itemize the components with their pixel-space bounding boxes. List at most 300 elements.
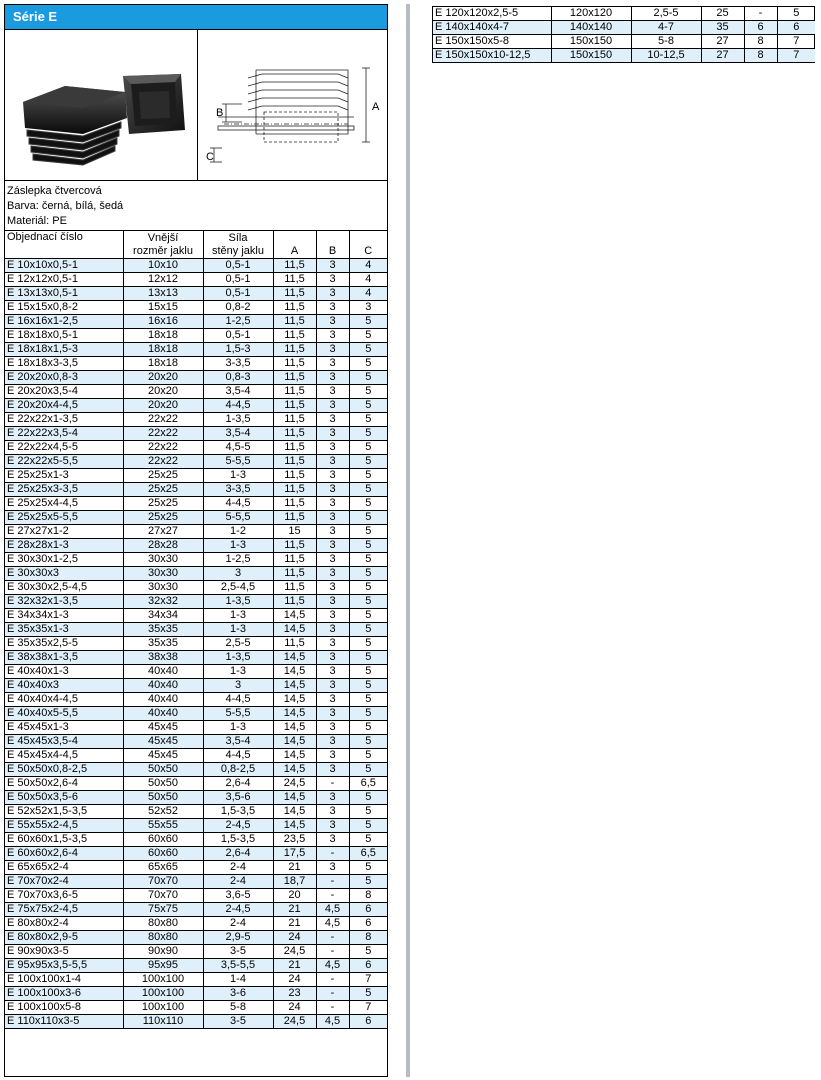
order-number-cell: E 22x22x5-5,5 xyxy=(5,455,123,469)
table-row xyxy=(5,581,387,595)
table-row xyxy=(5,875,387,889)
dimension-cell: 20x20 xyxy=(123,371,203,385)
product-sheet xyxy=(4,4,388,1077)
c-cell: 5 xyxy=(349,805,387,819)
c-cell: 5 xyxy=(349,511,387,525)
thickness-cell: 3-5 xyxy=(203,1015,273,1029)
table-row xyxy=(5,833,387,847)
dimension-cell: 100x100 xyxy=(123,1001,203,1015)
product-photo xyxy=(5,30,198,180)
c-cell: 5 xyxy=(349,469,387,483)
b-cell: 3 xyxy=(316,539,349,553)
c-cell: 5 xyxy=(349,539,387,553)
c-cell: 7 xyxy=(349,1001,387,1015)
thickness-cell: 3,5-4 xyxy=(203,735,273,749)
a-cell: 27 xyxy=(701,35,744,49)
table-row xyxy=(5,609,387,623)
b-cell: 3 xyxy=(316,273,349,287)
b-cell: 3 xyxy=(316,791,349,805)
a-cell: 11,5 xyxy=(273,511,316,525)
a-cell: 11,5 xyxy=(273,287,316,301)
b-cell: 4,5 xyxy=(316,959,349,973)
table-row xyxy=(5,1015,387,1029)
table-row xyxy=(5,889,387,903)
dimension-cell: 15x15 xyxy=(123,301,203,315)
thickness-cell: 3 xyxy=(203,567,273,581)
order-number-cell: E 10x10x0,5-1 xyxy=(5,259,123,273)
c-cell: 5 xyxy=(349,651,387,665)
b-cell: 3 xyxy=(316,413,349,427)
c-cell: 5 xyxy=(349,875,387,889)
order-number-cell: E 15x15x0,8-2 xyxy=(5,301,123,315)
table-row xyxy=(5,917,387,931)
order-number-cell: E 150x150x5-8 xyxy=(433,35,551,49)
order-number-cell: E 25x25x1-3 xyxy=(5,469,123,483)
b-cell: 4,5 xyxy=(316,903,349,917)
table-row xyxy=(5,735,387,749)
dimension-cell: 10x10 xyxy=(123,259,203,273)
dimension-cell: 25x25 xyxy=(123,497,203,511)
c-cell: 5 xyxy=(349,483,387,497)
a-cell: 11,5 xyxy=(273,385,316,399)
a-cell: 27 xyxy=(701,49,744,63)
thickness-cell: 3,5-5,5 xyxy=(203,959,273,973)
c-cell: 6 xyxy=(349,959,387,973)
product-table xyxy=(5,231,387,1029)
b-cell: 3 xyxy=(316,567,349,581)
c-cell: 5 xyxy=(349,637,387,651)
order-number-cell: E 25x25x3-3,5 xyxy=(5,483,123,497)
order-number-cell: E 18x18x3-3,5 xyxy=(5,357,123,371)
order-number-cell: E 45x45x1-3 xyxy=(5,721,123,735)
c-cell: 5 xyxy=(349,693,387,707)
c-cell: 5 xyxy=(349,665,387,679)
a-cell: 11,5 xyxy=(273,413,316,427)
order-number-cell: E 22x22x1-3,5 xyxy=(5,413,123,427)
b-cell: 4,5 xyxy=(316,917,349,931)
thickness-cell: 1-4 xyxy=(203,973,273,987)
order-number-cell: E 80x80x2-4 xyxy=(5,917,123,931)
order-number-cell: E 52x52x1,5-3,5 xyxy=(5,805,123,819)
order-number-cell: E 80x80x2,9-5 xyxy=(5,931,123,945)
thickness-cell: 5-8 xyxy=(631,35,701,49)
table-row xyxy=(5,959,387,973)
a-cell: 11,5 xyxy=(273,273,316,287)
c-cell: 5 xyxy=(349,833,387,847)
c-cell: 7 xyxy=(777,35,815,49)
table-row xyxy=(5,945,387,959)
table-row xyxy=(5,413,387,427)
thickness-cell: 5-5,5 xyxy=(203,707,273,721)
b-cell: 3 xyxy=(316,763,349,777)
dimension-cell: 22x22 xyxy=(123,455,203,469)
header-a: A xyxy=(273,231,316,259)
thickness-cell: 2,6-4 xyxy=(203,777,273,791)
order-number-cell: E 40x40x5-5,5 xyxy=(5,707,123,721)
c-cell: 5 xyxy=(349,735,387,749)
b-cell: 3 xyxy=(316,623,349,637)
a-cell: 14,5 xyxy=(273,763,316,777)
dimension-cell: 18x18 xyxy=(123,329,203,343)
a-cell: 21 xyxy=(273,917,316,931)
dimension-cell: 20x20 xyxy=(123,385,203,399)
c-cell: 6,5 xyxy=(349,777,387,791)
b-cell: 3 xyxy=(316,595,349,609)
dimension-cell: 70x70 xyxy=(123,875,203,889)
dimension-cell: 32x32 xyxy=(123,595,203,609)
order-number-cell: E 100x100x5-8 xyxy=(5,1001,123,1015)
c-cell: 5 xyxy=(349,567,387,581)
b-cell: 3 xyxy=(316,399,349,413)
b-cell: 3 xyxy=(316,385,349,399)
dimension-cell: 60x60 xyxy=(123,847,203,861)
a-cell: 23 xyxy=(273,987,316,1001)
dimension-cell: 100x100 xyxy=(123,973,203,987)
c-cell: 4 xyxy=(349,273,387,287)
dimension-cell: 45x45 xyxy=(123,735,203,749)
b-cell: 3 xyxy=(316,259,349,273)
table-header-row xyxy=(5,231,387,259)
a-cell: 11,5 xyxy=(273,315,316,329)
a-cell: 24 xyxy=(273,1001,316,1015)
a-cell: 21 xyxy=(273,861,316,875)
b-cell: - xyxy=(316,777,349,791)
b-cell: - xyxy=(316,987,349,1001)
order-number-cell: E 40x40x3 xyxy=(5,679,123,693)
table-row xyxy=(5,371,387,385)
order-number-cell: E 95x95x3,5-5,5 xyxy=(5,959,123,973)
c-cell: 5 xyxy=(349,441,387,455)
column-divider xyxy=(406,4,410,1077)
dimension-cell: 80x80 xyxy=(123,931,203,945)
order-number-cell: E 20x20x3,5-4 xyxy=(5,385,123,399)
c-cell: 5 xyxy=(349,385,387,399)
order-number-cell: E 20x20x0,8-3 xyxy=(5,371,123,385)
dimension-cell: 18x18 xyxy=(123,343,203,357)
header-b: B xyxy=(316,231,349,259)
dimension-cell: 40x40 xyxy=(123,665,203,679)
b-cell: 3 xyxy=(316,665,349,679)
dimension-cell: 25x25 xyxy=(123,511,203,525)
table-row xyxy=(5,343,387,357)
b-cell: 3 xyxy=(316,819,349,833)
table-row xyxy=(5,1001,387,1015)
order-number-cell: E 18x18x1,5-3 xyxy=(5,343,123,357)
a-cell: 14,5 xyxy=(273,721,316,735)
a-cell: 14,5 xyxy=(273,749,316,763)
table-row xyxy=(5,903,387,917)
c-cell: 5 xyxy=(349,819,387,833)
header-order-number: Objednací číslo xyxy=(5,231,123,259)
a-cell: 17,5 xyxy=(273,847,316,861)
dimension-cell: 45x45 xyxy=(123,749,203,763)
b-cell: 4,5 xyxy=(316,1015,349,1029)
order-number-cell: E 65x65x2-4 xyxy=(5,861,123,875)
thickness-cell: 0,5-1 xyxy=(203,273,273,287)
table-row xyxy=(433,49,815,63)
description-color: Barva: černá, bílá, šedá xyxy=(7,200,124,212)
table-row xyxy=(5,651,387,665)
thickness-cell: 2-4 xyxy=(203,875,273,889)
b-cell: 3 xyxy=(316,343,349,357)
end-cap-photo-illustration xyxy=(5,30,197,180)
a-cell: 14,5 xyxy=(273,623,316,637)
table-row xyxy=(5,441,387,455)
table-row xyxy=(5,469,387,483)
b-cell: - xyxy=(316,973,349,987)
dimension-cell: 52x52 xyxy=(123,805,203,819)
dimension-cell: 40x40 xyxy=(123,707,203,721)
c-cell: 5 xyxy=(349,721,387,735)
dimension-cell: 120x120 xyxy=(551,7,631,21)
a-cell: 11,5 xyxy=(273,441,316,455)
b-cell: 8 xyxy=(744,49,777,63)
a-cell: 24,5 xyxy=(273,945,316,959)
order-number-cell: E 27x27x1-2 xyxy=(5,525,123,539)
table-row xyxy=(5,427,387,441)
thickness-cell: 3,6-5 xyxy=(203,889,273,903)
table-row xyxy=(5,301,387,315)
thickness-cell: 4-4,5 xyxy=(203,749,273,763)
c-cell: 5 xyxy=(349,343,387,357)
c-cell: 7 xyxy=(777,49,815,63)
dimension-cell: 28x28 xyxy=(123,539,203,553)
table-row xyxy=(5,763,387,777)
c-cell: 5 xyxy=(349,861,387,875)
thickness-cell: 2-4 xyxy=(203,861,273,875)
table-row xyxy=(5,329,387,343)
order-number-cell: E 35x35x1-3 xyxy=(5,623,123,637)
table-row xyxy=(5,455,387,469)
b-cell: - xyxy=(316,889,349,903)
c-cell: 5 xyxy=(349,371,387,385)
thickness-cell: 5-5,5 xyxy=(203,511,273,525)
c-cell: 6 xyxy=(349,1015,387,1029)
a-cell: 21 xyxy=(273,903,316,917)
order-number-cell: E 35x35x2,5-5 xyxy=(5,637,123,651)
header-wall-thickness: Síla stěny jaklu xyxy=(203,231,273,259)
dimension-cell: 110x110 xyxy=(123,1015,203,1029)
table-row xyxy=(5,567,387,581)
thickness-cell: 0,8-2,5 xyxy=(203,763,273,777)
table-row xyxy=(5,315,387,329)
thickness-cell: 2,5-5 xyxy=(203,637,273,651)
order-number-cell: E 16x16x1-2,5 xyxy=(5,315,123,329)
dimension-cell: 30x30 xyxy=(123,553,203,567)
b-cell: 3 xyxy=(316,833,349,847)
b-cell: 3 xyxy=(316,553,349,567)
b-cell: 3 xyxy=(316,371,349,385)
a-cell: 25 xyxy=(701,7,744,21)
b-cell: 3 xyxy=(316,609,349,623)
b-cell: 3 xyxy=(316,483,349,497)
thickness-cell: 0,8-2 xyxy=(203,301,273,315)
dimension-cell: 50x50 xyxy=(123,791,203,805)
b-cell: 3 xyxy=(316,497,349,511)
a-cell: 14,5 xyxy=(273,707,316,721)
a-cell: 11,5 xyxy=(273,637,316,651)
table-row xyxy=(5,819,387,833)
thickness-cell: 2,5-5 xyxy=(631,7,701,21)
dimension-cell: 12x12 xyxy=(123,273,203,287)
a-cell: 11,5 xyxy=(273,497,316,511)
a-cell: 15 xyxy=(273,525,316,539)
order-number-cell: E 30x30x3 xyxy=(5,567,123,581)
b-cell: 3 xyxy=(316,749,349,763)
header-c: C xyxy=(349,231,387,259)
table-row xyxy=(5,679,387,693)
order-number-cell: E 50x50x3,5-6 xyxy=(5,791,123,805)
c-cell: 5 xyxy=(349,413,387,427)
table-row xyxy=(5,525,387,539)
series-title: Série E xyxy=(5,5,387,30)
thickness-cell: 2,9-5 xyxy=(203,931,273,945)
thickness-cell: 1,5-3,5 xyxy=(203,833,273,847)
order-number-cell: E 40x40x4-4,5 xyxy=(5,693,123,707)
a-cell: 14,5 xyxy=(273,819,316,833)
b-cell: 3 xyxy=(316,637,349,651)
c-cell: 5 xyxy=(349,581,387,595)
dimension-cell: 16x16 xyxy=(123,315,203,329)
b-cell: 3 xyxy=(316,679,349,693)
table-row xyxy=(5,987,387,1001)
dimension-label-b: B xyxy=(216,107,224,119)
thickness-cell: 4-4,5 xyxy=(203,497,273,511)
order-number-cell: E 60x60x2,6-4 xyxy=(5,847,123,861)
b-cell: 3 xyxy=(316,301,349,315)
thickness-cell: 3-3,5 xyxy=(203,483,273,497)
b-cell: 3 xyxy=(316,329,349,343)
a-cell: 11,5 xyxy=(273,567,316,581)
b-cell: - xyxy=(316,1001,349,1015)
a-cell: 11,5 xyxy=(273,329,316,343)
c-cell: 5 xyxy=(349,679,387,693)
header-outer-dimension: Vnější rozměr jaklu xyxy=(123,231,203,259)
a-cell: 21 xyxy=(273,959,316,973)
table-row xyxy=(5,511,387,525)
order-number-cell: E 50x50x2,6-4 xyxy=(5,777,123,791)
a-cell: 11,5 xyxy=(273,357,316,371)
a-cell: 24 xyxy=(273,931,316,945)
dimension-cell: 34x34 xyxy=(123,609,203,623)
thickness-cell: 0,8-3 xyxy=(203,371,273,385)
c-cell: 5 xyxy=(349,315,387,329)
a-cell: 11,5 xyxy=(273,483,316,497)
table-row xyxy=(5,287,387,301)
thickness-cell: 4-4,5 xyxy=(203,399,273,413)
order-number-cell: E 45x45x4-4,5 xyxy=(5,749,123,763)
a-cell: 14,5 xyxy=(273,693,316,707)
order-number-cell: E 100x100x3-6 xyxy=(5,987,123,1001)
order-number-cell: E 20x20x4-4,5 xyxy=(5,399,123,413)
dimension-cell: 25x25 xyxy=(123,469,203,483)
dimension-cell: 22x22 xyxy=(123,441,203,455)
dimension-cell: 22x22 xyxy=(123,413,203,427)
table-row xyxy=(5,791,387,805)
b-cell: 3 xyxy=(316,735,349,749)
dimension-cell: 40x40 xyxy=(123,679,203,693)
table-row xyxy=(5,539,387,553)
c-cell: 5 xyxy=(777,7,815,21)
b-cell: - xyxy=(316,847,349,861)
dimension-cell: 70x70 xyxy=(123,889,203,903)
description-material: Materiál: PE xyxy=(7,215,67,227)
table-row xyxy=(5,665,387,679)
thickness-cell: 2-4,5 xyxy=(203,819,273,833)
a-cell: 14,5 xyxy=(273,791,316,805)
c-cell: 5 xyxy=(349,329,387,343)
c-cell: 5 xyxy=(349,427,387,441)
a-cell: 11,5 xyxy=(273,539,316,553)
b-cell: 3 xyxy=(316,707,349,721)
thickness-cell: 0,5-1 xyxy=(203,329,273,343)
c-cell: 5 xyxy=(349,357,387,371)
c-cell: 5 xyxy=(349,707,387,721)
thickness-cell: 3-5 xyxy=(203,945,273,959)
b-cell: 3 xyxy=(316,511,349,525)
a-cell: 11,5 xyxy=(273,455,316,469)
thickness-cell: 1-3,5 xyxy=(203,413,273,427)
order-number-cell: E 90x90x3-5 xyxy=(5,945,123,959)
a-cell: 11,5 xyxy=(273,371,316,385)
order-number-cell: E 75x75x2-4,5 xyxy=(5,903,123,917)
table-row xyxy=(5,497,387,511)
c-cell: 5 xyxy=(349,791,387,805)
dimension-cell: 95x95 xyxy=(123,959,203,973)
a-cell: 14,5 xyxy=(273,665,316,679)
b-cell: 3 xyxy=(316,525,349,539)
dimension-cell: 60x60 xyxy=(123,833,203,847)
thickness-cell: 3,5-6 xyxy=(203,791,273,805)
b-cell: 3 xyxy=(316,287,349,301)
order-number-cell: E 22x22x4,5-5 xyxy=(5,441,123,455)
order-number-cell: E 50x50x0,8-2,5 xyxy=(5,763,123,777)
a-cell: 20 xyxy=(273,889,316,903)
b-cell: 6 xyxy=(744,21,777,35)
c-cell: 5 xyxy=(349,623,387,637)
table-row xyxy=(5,483,387,497)
order-number-cell: E 13x13x0,5-1 xyxy=(5,287,123,301)
dimension-cell: 50x50 xyxy=(123,763,203,777)
table-row xyxy=(5,595,387,609)
table-row xyxy=(5,707,387,721)
thickness-cell: 1-3 xyxy=(203,721,273,735)
thickness-cell: 3,5-4 xyxy=(203,427,273,441)
b-cell: 3 xyxy=(316,651,349,665)
order-number-cell: E 34x34x1-3 xyxy=(5,609,123,623)
thickness-cell: 3-6 xyxy=(203,987,273,1001)
thickness-cell: 1-2,5 xyxy=(203,553,273,567)
dimension-cell: 80x80 xyxy=(123,917,203,931)
thickness-cell: 1-3 xyxy=(203,469,273,483)
thickness-cell: 0,5-1 xyxy=(203,287,273,301)
c-cell: 3 xyxy=(349,301,387,315)
a-cell: 24 xyxy=(273,973,316,987)
continued-table xyxy=(432,6,815,63)
order-number-cell: E 100x100x1-4 xyxy=(5,973,123,987)
table-row xyxy=(433,35,815,49)
b-cell: 3 xyxy=(316,315,349,329)
c-cell: 6 xyxy=(349,903,387,917)
a-cell: 35 xyxy=(701,21,744,35)
dimension-cell: 22x22 xyxy=(123,427,203,441)
thickness-cell: 2-4 xyxy=(203,917,273,931)
table-row xyxy=(5,637,387,651)
table-row xyxy=(5,553,387,567)
dimension-cell: 38x38 xyxy=(123,651,203,665)
dimension-cell: 35x35 xyxy=(123,623,203,637)
c-cell: 5 xyxy=(349,455,387,469)
